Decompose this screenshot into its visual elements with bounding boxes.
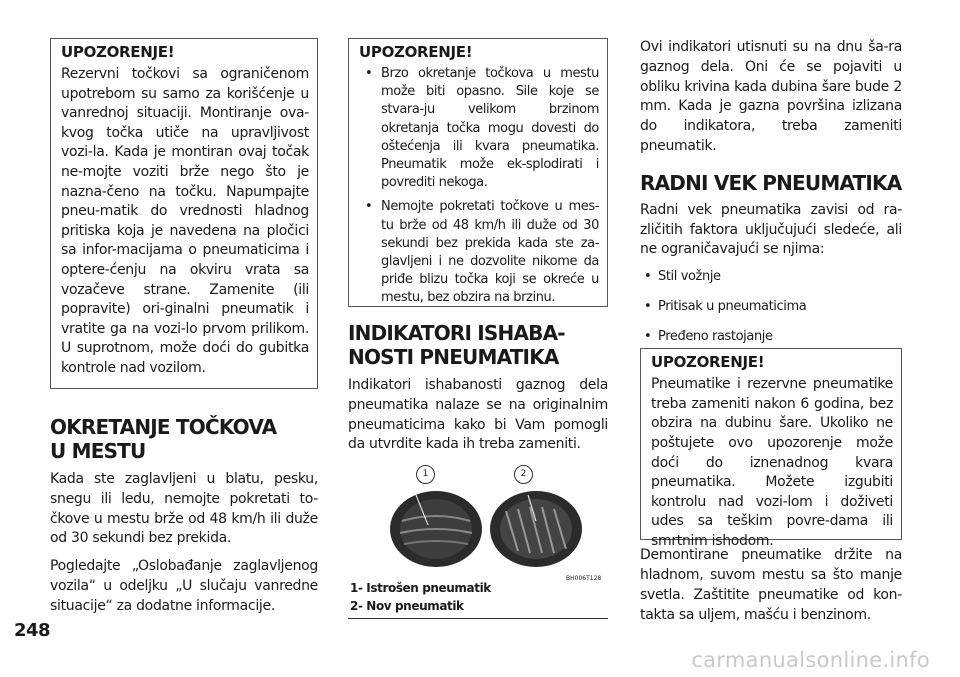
warning-title: UPOZORENJE! bbox=[359, 43, 473, 61]
warning-item: • Brzo okretanje točkova u mestu može biti opasno. Sile koje se stvara-ju velikom brzinom okretanja točka mogu dovesti do oštećenja ili kvara pneumatika. Pneumatik može ek-splodirati i povrediti nekoga. bbox=[359, 65, 599, 192]
section-heading-wear-indicators bbox=[348, 321, 608, 369]
warning-list bbox=[359, 65, 599, 308]
caption-line-2: 2- Nov pneumatik bbox=[350, 599, 464, 614]
middle-column bbox=[348, 38, 608, 615]
warning-box-tire-age bbox=[640, 348, 902, 549]
left-column bbox=[50, 38, 318, 625]
warning-item: • Nemojte pokretati točkove u mes-tu brže od 48 km/h ili duže od 30 sekundi bez prekida kada ste za-glavljeni i ne dozvolite nikome da priđe blizu točka koji se okreće u mestu, bez obzira na brzinu. bbox=[359, 198, 599, 307]
paragraph: Kada ste zaglavljeni u blatu, pesku, snegu ili ledu, nemojte pokretati to-čkove u mestu brže od 48 km/h ili duže od 30 sekundi bez prekida. bbox=[50, 471, 318, 547]
heading-line-2: NOSTI PNEUMATIKA bbox=[348, 345, 559, 369]
figure-rule bbox=[348, 618, 608, 619]
section-heading-wheel-spin bbox=[50, 415, 318, 463]
heading-line-1: OKRETANJE TOČKOVA bbox=[50, 415, 277, 439]
warning-box-wheel-spin bbox=[348, 38, 608, 307]
heading-line-1: INDIKATORI ISHABA- bbox=[348, 321, 565, 345]
right-column bbox=[640, 38, 902, 633]
paragraph: Demontirane pneumatike držite na hladnom, suvom mestu sa što manje svetla. Zaštitite pneumatike od kon-takta sa uljem, mašću i benzinom. bbox=[640, 547, 902, 623]
factor-item: • Pređeno rastojanje bbox=[640, 328, 902, 346]
paragraph: Pogledajte „Oslobađanje zaglavljenog vozila“ u odeljku „U slučaju vanredne situacije“ za dodatne informacije. bbox=[50, 558, 318, 614]
figure-code: BH006T128 bbox=[566, 575, 602, 583]
factor-list bbox=[640, 268, 902, 346]
watermark: carmanualsonline.info bbox=[691, 648, 930, 672]
warning-title: UPOZORENJE! bbox=[61, 43, 175, 61]
warning-text: Rezervni točkovi sa ograničenom upotrebom su samo za korišćenje u vanrednoj situaciji. Montiranje ova-kvog točka utiče na upravljivost vozi-la. Kada je montiran ovaj točak ne-mojte voziti brže nego što je nazna-čeno na točku. Napumpajte pneu-matik do vrednosti hladnog pritiska koja je navedena na pločici sa infor-macijama o pneumaticima i optere-ćenju na okviru vrata sa vozačeve strane. Zamenite (ili popravite) ori-ginalni pneumatik i vratite ga na vozi-lo prvom prilikom. U suprotnom, može doći do gubitka kontrole nad vozilom. bbox=[61, 66, 309, 376]
paragraph: Ovi indikatori utisnuti su na dnu ša-ra gaznog dela. Oni će se pojaviti u obliku krivina kada dubina šare bude 2 mm. Kada je gazna površina izlizana do indikatora, treba zameniti pneumatik. bbox=[640, 39, 902, 154]
factor-item: • Stil vožnje bbox=[640, 268, 902, 286]
page-number: 248 bbox=[14, 620, 51, 641]
callout-2: 2 bbox=[514, 465, 533, 484]
new-tire-illustration bbox=[488, 481, 584, 569]
paragraph: Indikatori ishabanosti gaznog dela pneumatika nalaze se na originalnim pneumaticima kako bi Vam pomogli da utvrdite kada ih treba zameniti. bbox=[348, 377, 608, 453]
callout-1: 1 bbox=[416, 465, 435, 484]
warning-box-spare-tire bbox=[50, 38, 318, 389]
warning-title: UPOZORENJE! bbox=[651, 353, 765, 372]
factor-item: • Pritisak u pneumaticima bbox=[640, 298, 902, 316]
warning-text: Pneumatike i rezervne pneumatike treba zameniti nakon 6 godina, bez obzira na dubinu šare. Ukoliko ne poštujete ovo upozorenje može doći do iznenadnog kvara pneumatika. Možete izgubiti kontrolu nad vozi-lom i doživeti udes sa teškim povre-dama ili smrtnim ishodom. bbox=[651, 376, 893, 549]
paragraph: Radni vek pneumatika zavisi od ra-zličitih faktora uključujući sledeće, ali ne ograničavajući se njima: bbox=[640, 201, 902, 258]
heading-line-2: U MESTU bbox=[50, 439, 146, 463]
worn-tire-illustration bbox=[388, 481, 484, 569]
caption-line-1: 1- Istrošen pneumatik bbox=[350, 581, 491, 596]
figure-caption bbox=[350, 579, 491, 615]
tire-wear-figure bbox=[348, 463, 608, 615]
section-heading-tire-life: RADNI VEK PNEUMATIKA bbox=[640, 170, 902, 195]
